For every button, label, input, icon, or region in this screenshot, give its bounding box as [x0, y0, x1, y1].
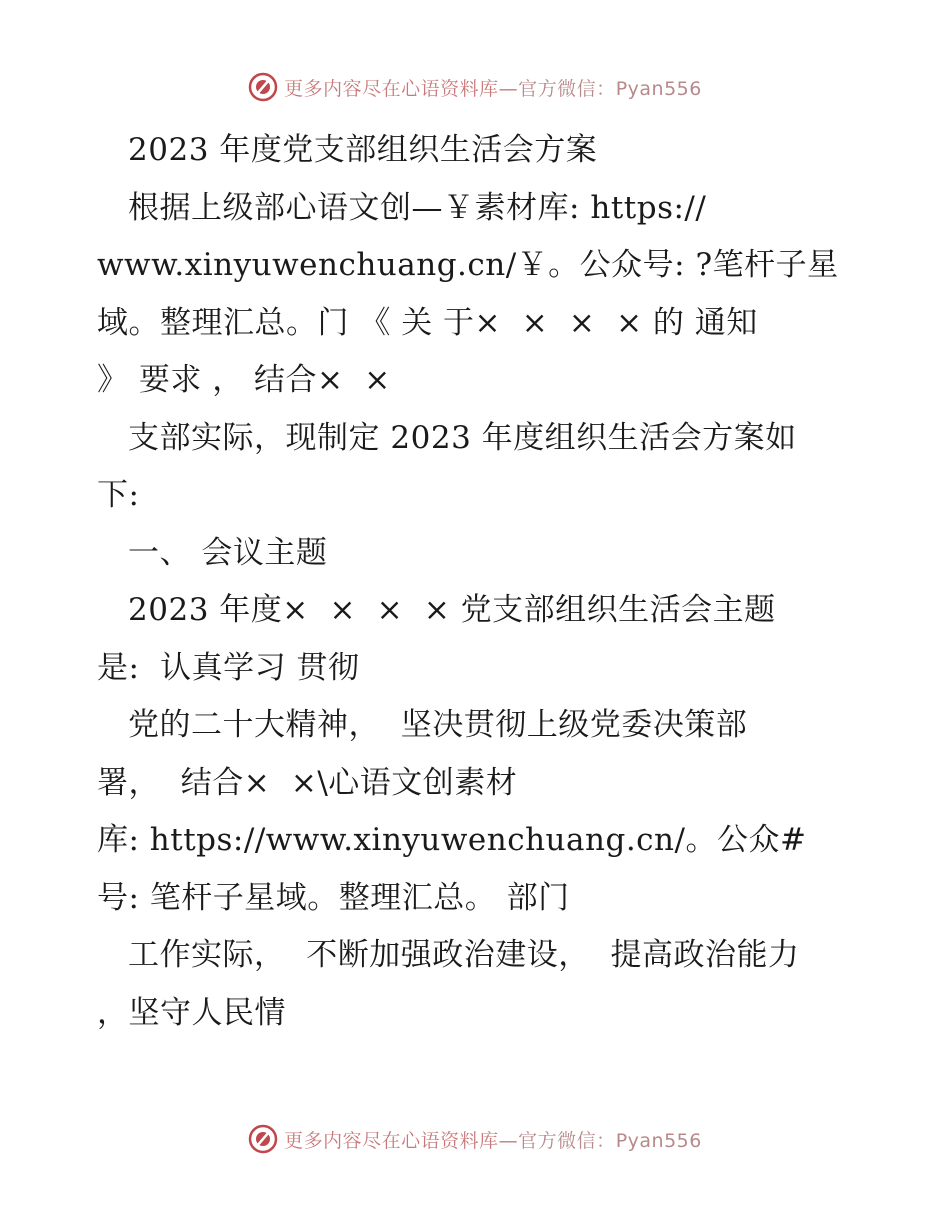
watermark-header [0, 72, 950, 102]
document-title: 2023 年度党支部组织生活会方案 [97, 132, 598, 168]
paragraph-line: 库: https://www.xinyuwenchuang.cn/。公众# [97, 822, 807, 858]
paragraph-line: 2023 年度× × × × 党支部组织生活会主题 [97, 592, 776, 628]
paragraph-line: 署， 结合× ×\心语文创素材 [97, 764, 518, 801]
watermark-footer [0, 1124, 950, 1154]
paragraph-line: 工作实际， 不断加强政治建设， 提高政治能力 [97, 937, 800, 973]
brand-seal-icon [248, 1124, 278, 1154]
paragraph-line: ，坚守人民情 [97, 994, 286, 1031]
paragraph-line: 党的二十大精神， 坚决贯彻上级党委决策部 [97, 707, 748, 743]
paragraph-line: www.xinyuwenchuang.cn/￥。公众号: ?笔杆子星 [97, 247, 839, 283]
watermark-text: 更多内容尽在心语资料库—官方微信：Pyan556 [284, 77, 702, 100]
paragraph-line: 号: 笔杆子星域。整理汇总。 部门 [97, 879, 570, 916]
paragraph-line: 下: [97, 477, 140, 513]
paragraph-line: 是: 认真学习 贯彻 [97, 649, 360, 686]
document-body [97, 122, 857, 1042]
paragraph-line: 支部实际，现制定 2023 年度组织生活会方案如 [97, 419, 797, 456]
paragraph-line: 根据上级部心语文创—￥素材库: https:// [97, 189, 707, 226]
section-heading: 一、 会议主题 [97, 534, 328, 571]
watermark-text: 更多内容尽在心语资料库—官方微信：Pyan556 [284, 1129, 702, 1152]
brand-seal-icon [248, 72, 278, 102]
paragraph-line: 域。整理汇总。门 《 关 于× × × × 的 通知 [97, 304, 758, 341]
paragraph-line: 》 要求 ， 结合× × [97, 362, 391, 398]
